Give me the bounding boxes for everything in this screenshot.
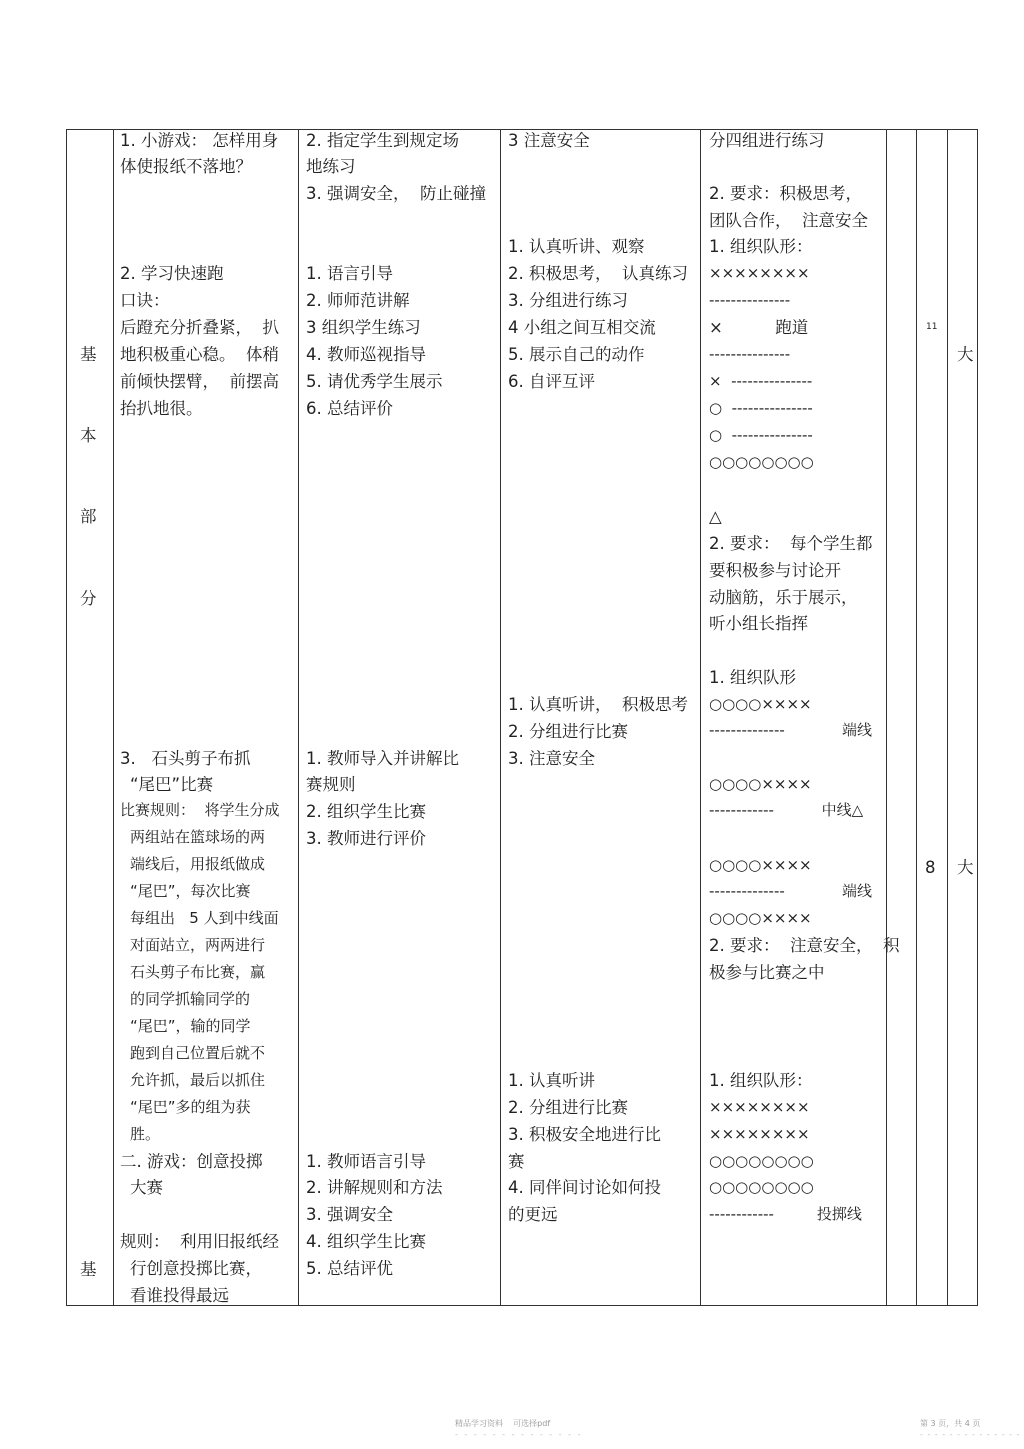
content-line: 看谁投得最远 bbox=[130, 1286, 229, 1305]
organization-line: 2. 要求： 注意安全， 积 bbox=[709, 936, 900, 955]
content-line: 2. 学习快速跑 bbox=[120, 264, 224, 283]
student-line: 3. 积极安全地进行比 bbox=[508, 1125, 661, 1144]
content-line: 前倾快摆臂， 前摆高 bbox=[120, 372, 279, 391]
teacher-line: 4. 教师巡视指导 bbox=[306, 345, 426, 364]
student-line: 2. 积极思考， 认真练习 bbox=[508, 264, 688, 283]
teacher-line: 2. 指定学生到规定场 bbox=[306, 131, 459, 150]
formation-row: ------------ 投掷线 bbox=[709, 1205, 862, 1223]
formation-row: ○○○○○○○○ bbox=[709, 453, 814, 471]
content-line: 规则： 利用旧报纸经 bbox=[120, 1232, 279, 1251]
column-divider bbox=[700, 129, 701, 1306]
teacher-line: 赛规则 bbox=[306, 775, 356, 794]
teacher-line: 1. 教师语言引导 bbox=[306, 1152, 426, 1171]
column-divider bbox=[113, 129, 114, 1306]
intensity-value: 大 bbox=[957, 858, 974, 877]
time-value: 11 bbox=[926, 322, 938, 332]
student-line: 赛 bbox=[508, 1152, 525, 1171]
content-line: 行创意投掷比赛， bbox=[130, 1259, 262, 1278]
formation-row: ○○○○×××× bbox=[709, 695, 812, 713]
content-line: 石头剪子布比赛，赢 bbox=[130, 963, 266, 981]
teacher-line: 3. 强调安全， 防止碰撞 bbox=[306, 184, 486, 203]
column-divider bbox=[916, 129, 917, 1306]
content-line: 地积极重心稳。 体稍 bbox=[120, 345, 279, 364]
footer-watermark: 精品学习资料 可选择pdf bbox=[455, 1419, 551, 1428]
teacher-line: 2. 师师范讲解 bbox=[306, 291, 410, 310]
content-line: 对面站立，两两进行 bbox=[130, 936, 266, 954]
organization-line: 1. 组织队形 bbox=[709, 668, 796, 687]
student-line: 5. 展示自己的动作 bbox=[508, 345, 645, 364]
content-line: 3. 石头剪子布抓 bbox=[120, 749, 251, 768]
organization-line: 极参与比赛之中 bbox=[709, 963, 825, 982]
content-line: “尾巴”，输的同学 bbox=[130, 1017, 251, 1035]
student-line: 2. 分组进行比赛 bbox=[508, 1098, 628, 1117]
formation-row: × --------------- bbox=[709, 372, 813, 390]
content-line: 抬扒地很。 bbox=[120, 399, 203, 418]
teacher-line: 6. 总结评价 bbox=[306, 399, 393, 418]
column-divider bbox=[886, 129, 887, 1306]
content-line: 1. 小游戏： 怎样用身 bbox=[120, 131, 279, 150]
formation-row: ×××××××× bbox=[709, 1098, 810, 1116]
student-line: 3 注意安全 bbox=[508, 131, 590, 150]
formation-row: ×××××××× bbox=[709, 264, 810, 282]
section-label-char: 分 bbox=[80, 589, 97, 608]
organization-line: 1. 组织队形： bbox=[709, 1071, 813, 1090]
teacher-line: 地练习 bbox=[306, 157, 356, 176]
formation-row: ○○○○×××× bbox=[709, 856, 812, 874]
formation-row: -------------- 端线 bbox=[709, 721, 872, 739]
formation-row: --------------- bbox=[709, 291, 791, 309]
formation-row: ○○○○○○○○ bbox=[709, 1152, 814, 1170]
formation-row: ○○○○×××× bbox=[709, 775, 812, 793]
organization-line: 2. 要求：积极思考， bbox=[709, 184, 862, 203]
section-label-char: 本 bbox=[80, 426, 97, 445]
page-number: 第 3 页，共 4 页 bbox=[920, 1419, 981, 1428]
content-line: 允许抓，最后以抓住 bbox=[130, 1071, 266, 1089]
content-line: 体使报纸不落地？ bbox=[120, 157, 252, 176]
formation-row: ------------ 中线△ bbox=[709, 801, 864, 819]
content-line: 比赛规则： 将学生分成 bbox=[120, 801, 280, 819]
student-line: 2. 分组进行比赛 bbox=[508, 722, 628, 741]
content-line: 大赛 bbox=[130, 1178, 163, 1197]
organization-line: 团队合作， 注意安全 bbox=[709, 211, 868, 230]
teacher-line: 1. 教师导入并讲解比 bbox=[306, 749, 459, 768]
organization-line: 动脑筋，乐于展示， bbox=[709, 588, 858, 607]
content-line: 两组站在篮球场的两 bbox=[130, 828, 266, 846]
student-line: 3. 分组进行练习 bbox=[508, 291, 628, 310]
teacher-line: 2. 组织学生比赛 bbox=[306, 802, 426, 821]
formation-row: × 跑道 bbox=[709, 318, 809, 337]
content-line: “尾巴”，每次比赛 bbox=[130, 882, 251, 900]
formation-row: ○○○○×××× bbox=[709, 909, 812, 927]
teacher-line: 4. 组织学生比赛 bbox=[306, 1232, 426, 1251]
student-line: 1. 认真听讲 bbox=[508, 1071, 595, 1090]
content-line: “尾巴”多的组为获 bbox=[130, 1098, 251, 1116]
student-line: 的更远 bbox=[508, 1205, 558, 1224]
organization-line: 2. 要求： 每个学生都 bbox=[709, 534, 873, 553]
content-line: “尾巴”比赛 bbox=[130, 775, 214, 794]
section-label-char: 基 bbox=[80, 345, 97, 364]
teacher-line: 3. 教师进行评价 bbox=[306, 829, 426, 848]
content-line: 二. 游戏：创意投掷 bbox=[120, 1152, 263, 1171]
content-line: 端线后，用报纸做成 bbox=[130, 855, 266, 873]
content-line: 每组出 5 人到中线面 bbox=[130, 909, 279, 927]
teacher-line: 3. 强调安全 bbox=[306, 1205, 393, 1224]
teacher-line: 5. 请优秀学生展示 bbox=[306, 372, 443, 391]
organization-line: 1. 组织队形： bbox=[709, 237, 813, 256]
organization-line: 听小组长指挥 bbox=[709, 614, 808, 633]
student-line: 1. 认真听讲、观察 bbox=[508, 237, 645, 256]
section-label-char: 基 bbox=[80, 1260, 97, 1279]
content-line: 跑到自己位置后就不 bbox=[130, 1044, 266, 1062]
intensity-value: 大 bbox=[957, 345, 974, 364]
organization-line: 分四组进行练习 bbox=[709, 131, 825, 150]
organization-line: 要积极参与讨论开 bbox=[709, 561, 841, 580]
student-line: 4. 同伴间讨论如何投 bbox=[508, 1178, 661, 1197]
column-divider bbox=[500, 129, 501, 1306]
student-line: 1. 认真听讲， 积极思考 bbox=[508, 695, 688, 714]
column-divider bbox=[298, 129, 299, 1306]
teacher-line: 5. 总结评优 bbox=[306, 1259, 393, 1278]
formation-row: ○○○○○○○○ bbox=[709, 1178, 814, 1196]
formation-row: ○ --------------- bbox=[709, 399, 813, 417]
formation-row: --------------- bbox=[709, 345, 791, 363]
formation-row: ×××××××× bbox=[709, 1125, 810, 1143]
column-divider bbox=[947, 129, 948, 1306]
teacher-line: 1. 语言引导 bbox=[306, 264, 393, 283]
content-line: 口诀： bbox=[120, 291, 170, 310]
teacher-line: 3 组织学生练习 bbox=[306, 318, 421, 337]
footer-dashes: - - - - - - - - - - - - - - bbox=[920, 1430, 1021, 1439]
teacher-position-marker: △ bbox=[709, 507, 722, 526]
teacher-line: 2. 讲解规则和方法 bbox=[306, 1178, 443, 1197]
section-label-char: 部 bbox=[80, 507, 97, 526]
student-line: 4 小组之间互相交流 bbox=[508, 318, 656, 337]
footer-dashes: - - - - - - - - - - - - - - bbox=[455, 1430, 583, 1439]
student-line: 6. 自评互评 bbox=[508, 372, 595, 391]
content-line: 的同学抓输同学的 bbox=[130, 990, 251, 1008]
formation-row: ○ --------------- bbox=[709, 426, 813, 444]
time-value: 8 bbox=[925, 858, 936, 877]
formation-row: -------------- 端线 bbox=[709, 882, 872, 900]
content-line: 胜。 bbox=[130, 1125, 161, 1143]
student-line: 3. 注意安全 bbox=[508, 749, 595, 768]
content-line: 后蹬充分折叠紧， 扒 bbox=[120, 318, 279, 337]
